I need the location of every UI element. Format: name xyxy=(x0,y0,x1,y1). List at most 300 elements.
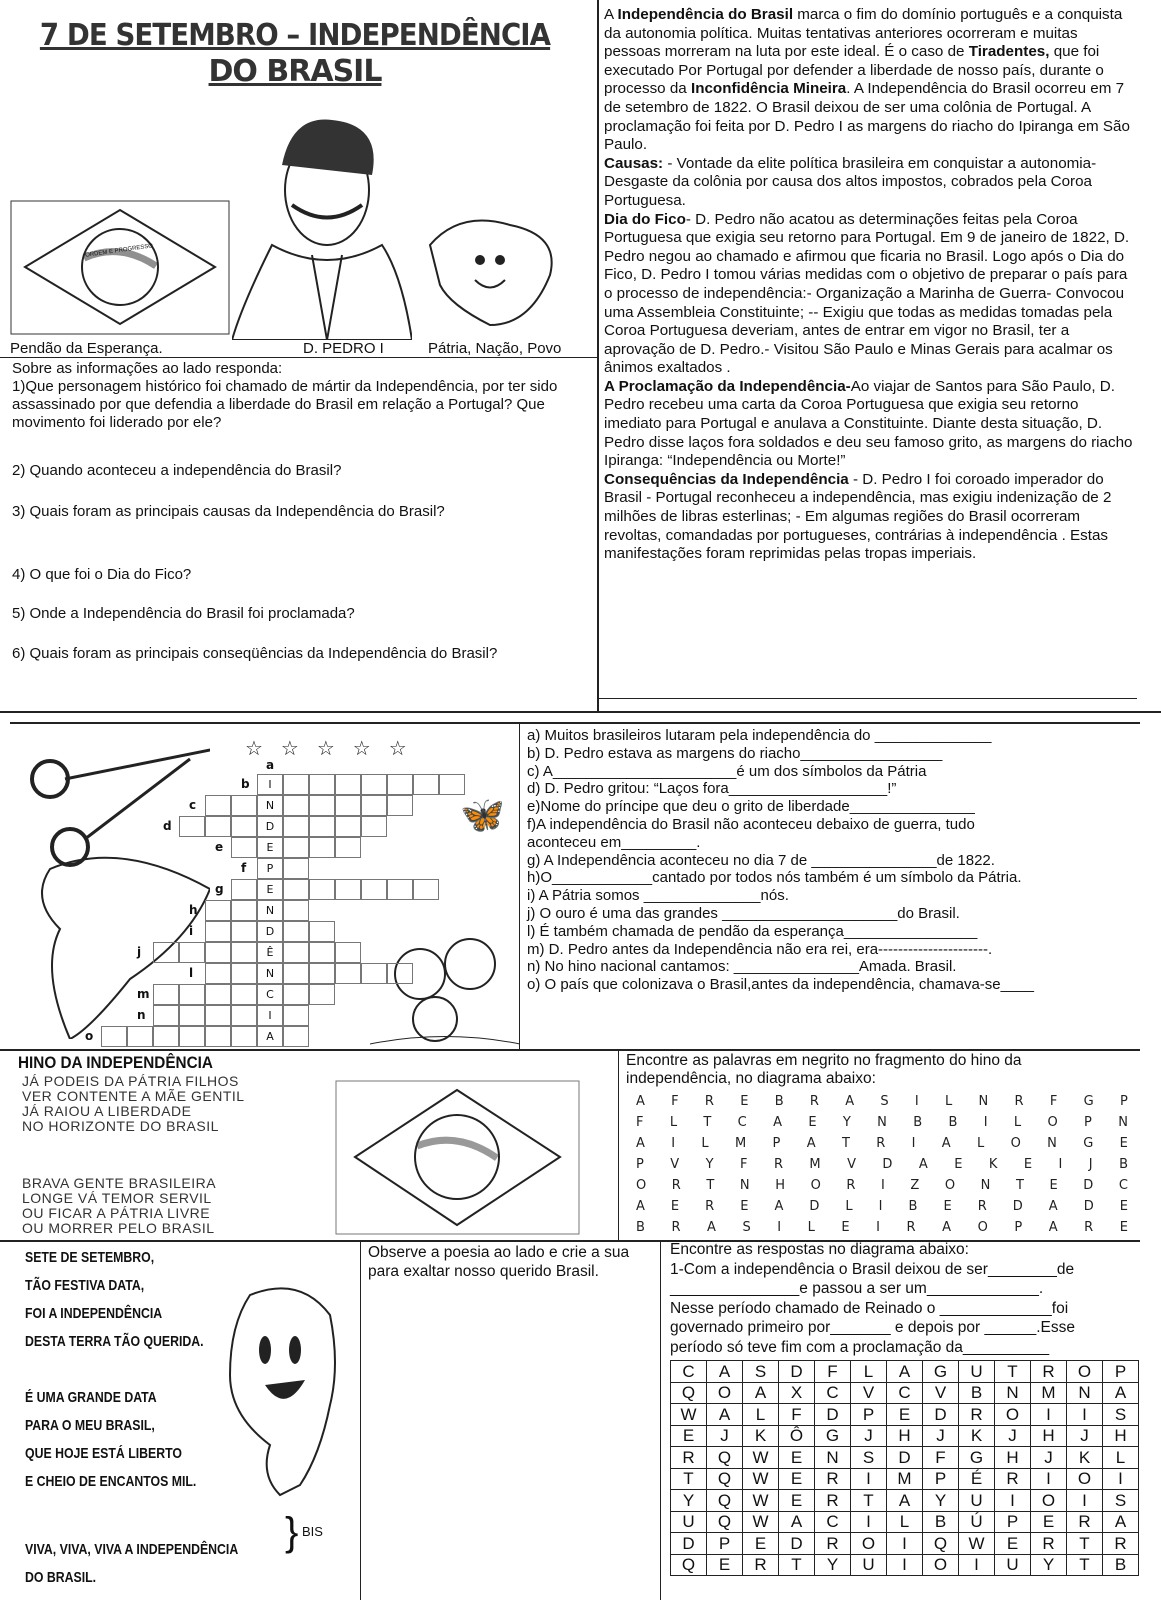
grid-cell[interactable]: A xyxy=(1103,1382,1139,1404)
crossword-cell[interactable] xyxy=(153,1005,179,1026)
grid-cell[interactable]: L xyxy=(1103,1447,1139,1469)
word-search-letter[interactable]: L xyxy=(701,1136,709,1151)
word-search-letter[interactable]: V xyxy=(670,1157,680,1172)
word-search-letter[interactable]: S xyxy=(742,1220,751,1235)
grid-cell[interactable]: G xyxy=(959,1447,995,1469)
crossword-cell[interactable]: A xyxy=(257,1026,283,1047)
word-search-letter[interactable]: H xyxy=(775,1178,785,1193)
crossword-cell[interactable]: N xyxy=(257,963,283,984)
grid-cell[interactable]: A xyxy=(779,1511,815,1533)
word-search-letter[interactable]: I xyxy=(880,1178,885,1193)
word-search-letter[interactable]: E xyxy=(954,1157,963,1172)
word-search-letter[interactable]: R xyxy=(671,1178,681,1193)
grid-cell[interactable]: A xyxy=(707,1361,743,1383)
word-search-letter[interactable]: I xyxy=(914,1094,919,1109)
word-search-letter[interactable]: E xyxy=(1023,1157,1033,1172)
grid-cell[interactable]: Ú xyxy=(959,1511,995,1533)
grid-cell[interactable]: S xyxy=(1103,1490,1139,1512)
word-search-letter[interactable]: L xyxy=(945,1094,953,1109)
word-search-letter[interactable]: A xyxy=(773,1115,782,1130)
grid-cell[interactable]: M xyxy=(887,1468,923,1490)
word-search-letter[interactable]: P xyxy=(1119,1094,1128,1109)
grid-cell[interactable]: S xyxy=(743,1361,779,1383)
crossword-cell[interactable]: P xyxy=(257,858,283,879)
crossword-cell[interactable] xyxy=(361,816,387,837)
grid-cell[interactable]: R xyxy=(743,1554,779,1576)
crossword-cell[interactable] xyxy=(335,795,361,816)
grid-cell[interactable]: T xyxy=(671,1468,707,1490)
crossword-cell[interactable]: N xyxy=(257,795,283,816)
grid-cell[interactable]: R xyxy=(1031,1361,1067,1383)
word-search-letter[interactable]: R xyxy=(906,1220,916,1235)
crossword-cell[interactable] xyxy=(283,1005,309,1026)
crossword-cell[interactable] xyxy=(205,921,231,942)
grid-cell[interactable]: V xyxy=(851,1382,887,1404)
crossword-cell[interactable]: Ê xyxy=(257,942,283,963)
crossword-cell[interactable] xyxy=(283,858,309,879)
word-search-letter[interactable]: E xyxy=(1119,1220,1128,1235)
word-search-letter[interactable]: A xyxy=(918,1157,928,1172)
grid-cell[interactable]: R xyxy=(815,1468,851,1490)
grid-cell[interactable]: H xyxy=(1103,1425,1139,1447)
crossword-cell[interactable] xyxy=(335,837,361,858)
word-search-letter[interactable]: T xyxy=(1015,1178,1024,1193)
crossword-cell[interactable] xyxy=(335,879,361,900)
grid-cell[interactable]: L xyxy=(743,1404,779,1426)
grid-cell[interactable]: N xyxy=(815,1447,851,1469)
word-search-letter[interactable]: Z xyxy=(910,1178,920,1193)
word-search-letter[interactable]: A xyxy=(1048,1199,1058,1214)
grid-cell[interactable]: I xyxy=(1031,1404,1067,1426)
crossword-cell[interactable] xyxy=(283,816,309,837)
crossword-cell[interactable] xyxy=(335,942,361,963)
grid-cell[interactable]: Y xyxy=(671,1490,707,1512)
grid-cell[interactable]: Q xyxy=(923,1533,959,1555)
grid-cell[interactable]: D xyxy=(779,1361,815,1383)
grid-cell[interactable]: C xyxy=(815,1382,851,1404)
grid-cell[interactable]: A xyxy=(887,1490,923,1512)
grid-cell[interactable]: Y xyxy=(815,1554,851,1576)
grid-cell[interactable]: A xyxy=(707,1404,743,1426)
crossword-cell[interactable]: I xyxy=(257,774,283,795)
crossword-cell[interactable] xyxy=(283,942,309,963)
word-search-letter[interactable]: B xyxy=(636,1220,645,1235)
word-search-letter[interactable]: E xyxy=(740,1199,749,1214)
grid-cell[interactable]: G xyxy=(815,1425,851,1447)
crossword-cell[interactable] xyxy=(231,921,257,942)
word-search-letter[interactable]: O xyxy=(977,1220,988,1235)
crossword-cell[interactable] xyxy=(179,942,205,963)
crossword-cell[interactable]: D xyxy=(257,816,283,837)
grid-cell[interactable]: R xyxy=(959,1404,995,1426)
word-search-letter[interactable]: O xyxy=(636,1178,647,1193)
word-search-letter[interactable]: B xyxy=(948,1115,958,1130)
grid-cell[interactable]: O xyxy=(1067,1468,1103,1490)
grid-cell[interactable]: J xyxy=(1031,1447,1067,1469)
grid-cell[interactable]: F xyxy=(779,1404,815,1426)
word-search-letter[interactable]: A xyxy=(941,1136,951,1151)
grid-cell[interactable]: J xyxy=(995,1425,1031,1447)
word-search-letter[interactable]: P xyxy=(1084,1115,1092,1130)
grid-cell[interactable]: B xyxy=(923,1511,959,1533)
grid-cell[interactable]: O xyxy=(995,1404,1031,1426)
grid-cell[interactable]: S xyxy=(1103,1404,1139,1426)
word-search-letter[interactable]: O xyxy=(944,1178,956,1193)
grid-cell[interactable]: W xyxy=(743,1468,779,1490)
grid-cell[interactable]: S xyxy=(851,1447,887,1469)
word-search-letter[interactable]: R xyxy=(876,1136,886,1151)
crossword-cell[interactable] xyxy=(335,963,361,984)
word-search-letter[interactable]: R xyxy=(704,1094,714,1109)
crossword-cell[interactable] xyxy=(205,1005,231,1026)
crossword-cell[interactable] xyxy=(309,879,335,900)
word-search-letter[interactable]: E xyxy=(943,1199,952,1214)
grid-cell[interactable]: I xyxy=(1067,1404,1103,1426)
crossword-cell[interactable] xyxy=(153,984,179,1005)
word-search-letter[interactable]: G xyxy=(1083,1094,1094,1109)
word-search-letter[interactable]: R xyxy=(1014,1094,1024,1109)
grid-cell[interactable]: J xyxy=(923,1425,959,1447)
word-search-letter[interactable]: N xyxy=(978,1094,989,1109)
grid-cell[interactable]: K xyxy=(1067,1447,1103,1469)
word-search-letter[interactable]: P xyxy=(636,1157,644,1172)
grid-cell[interactable]: Q xyxy=(707,1490,743,1512)
word-search-letter[interactable]: O xyxy=(1010,1136,1021,1151)
grid-cell[interactable]: Q xyxy=(671,1382,707,1404)
crossword-cell[interactable] xyxy=(231,816,257,837)
crossword-cell[interactable] xyxy=(231,795,257,816)
grid-cell[interactable]: T xyxy=(779,1554,815,1576)
crossword-cell[interactable] xyxy=(231,1005,257,1026)
crossword-cell[interactable] xyxy=(231,900,257,921)
crossword-cell[interactable] xyxy=(309,795,335,816)
word-search-letter[interactable]: E xyxy=(1049,1178,1058,1193)
crossword-cell[interactable] xyxy=(309,963,335,984)
grid-cell[interactable]: U xyxy=(851,1554,887,1576)
word-search-letter[interactable]: N xyxy=(877,1115,887,1130)
grid-cell[interactable]: E xyxy=(779,1490,815,1512)
grid-cell[interactable]: A xyxy=(1103,1511,1139,1533)
crossword-cell[interactable] xyxy=(387,879,413,900)
word-search-letter[interactable]: P xyxy=(1014,1220,1023,1235)
word-search-letter[interactable]: E xyxy=(740,1094,749,1109)
word-search-letter[interactable]: B xyxy=(1119,1157,1128,1172)
grid-cell[interactable]: F xyxy=(815,1361,851,1383)
grid-cell[interactable]: W xyxy=(743,1447,779,1469)
crossword-cell[interactable] xyxy=(309,984,335,1005)
word-search-letter[interactable]: A xyxy=(636,1094,645,1109)
word-search-letter[interactable]: K xyxy=(988,1157,998,1172)
crossword-cell[interactable] xyxy=(283,984,309,1005)
grid-cell[interactable]: U xyxy=(995,1554,1031,1576)
grid-cell[interactable]: B xyxy=(959,1382,995,1404)
crossword-cell[interactable] xyxy=(387,774,413,795)
word-search-letter[interactable]: S xyxy=(880,1094,889,1109)
grid-cell[interactable]: Q xyxy=(707,1447,743,1469)
grid-cell[interactable]: C xyxy=(887,1382,923,1404)
grid-cell[interactable]: D xyxy=(923,1404,959,1426)
grid-cell[interactable]: E xyxy=(707,1554,743,1576)
grid-cell[interactable]: W xyxy=(743,1490,779,1512)
crossword-cell[interactable]: E xyxy=(257,879,283,900)
grid-cell[interactable]: I xyxy=(1067,1490,1103,1512)
grid-cell[interactable]: Q xyxy=(671,1554,707,1576)
crossword-cell[interactable] xyxy=(361,963,387,984)
crossword-cell[interactable] xyxy=(101,1026,127,1047)
word-search-letter[interactable]: I xyxy=(777,1220,782,1235)
grid-cell[interactable]: J xyxy=(707,1425,743,1447)
grid-cell[interactable]: I xyxy=(959,1554,995,1576)
word-search-letter[interactable]: N xyxy=(739,1178,750,1193)
grid-cell[interactable]: A xyxy=(887,1361,923,1383)
grid-cell[interactable]: T xyxy=(1067,1554,1103,1576)
grid-cell[interactable]: E xyxy=(779,1447,815,1469)
grid-cell[interactable]: T xyxy=(1067,1533,1103,1555)
word-search-letter[interactable]: D xyxy=(882,1157,893,1172)
crossword-cell[interactable] xyxy=(231,1026,257,1047)
grid-cell[interactable]: J xyxy=(1067,1425,1103,1447)
grid-cell[interactable]: F xyxy=(923,1447,959,1469)
crossword-cell[interactable] xyxy=(231,837,257,858)
crossword-cell[interactable] xyxy=(205,963,231,984)
grid-cell[interactable]: P xyxy=(923,1468,959,1490)
word-search-letter[interactable]: R xyxy=(671,1220,681,1235)
word-search-letter[interactable]: L xyxy=(669,1115,678,1130)
word-search-letter[interactable]: R xyxy=(705,1199,715,1214)
grid-cell[interactable]: L xyxy=(851,1361,887,1383)
crossword-cell[interactable] xyxy=(413,774,439,795)
crossword-cell[interactable] xyxy=(231,963,257,984)
word-search-letter[interactable]: C xyxy=(737,1115,747,1130)
grid-cell[interactable]: R xyxy=(815,1533,851,1555)
crossword-cell[interactable] xyxy=(231,942,257,963)
word-search-letter[interactable]: D xyxy=(1083,1199,1094,1214)
word-search-letter[interactable]: D xyxy=(1012,1199,1023,1214)
grid-cell[interactable]: N xyxy=(995,1382,1031,1404)
word-search-letter[interactable]: I xyxy=(876,1220,881,1235)
grid-cell[interactable]: H xyxy=(995,1447,1031,1469)
grid-cell[interactable]: O xyxy=(851,1533,887,1555)
grid-cell[interactable]: K xyxy=(743,1425,779,1447)
word-search-letter[interactable]: T xyxy=(706,1178,715,1193)
word-search-letter[interactable]: R xyxy=(1084,1220,1094,1235)
grid-cell[interactable]: T xyxy=(851,1490,887,1512)
word-search-letter[interactable]: O xyxy=(1047,1115,1058,1130)
grid-cell[interactable]: A xyxy=(743,1382,779,1404)
crossword-cell[interactable]: I xyxy=(257,1005,283,1026)
grid-cell[interactable]: P xyxy=(851,1404,887,1426)
crossword-cell[interactable] xyxy=(153,942,179,963)
grid-cell[interactable]: R xyxy=(815,1490,851,1512)
word-search-letter[interactable]: I xyxy=(911,1136,916,1151)
grid-cell[interactable]: D xyxy=(815,1404,851,1426)
grid-cell[interactable]: É xyxy=(959,1468,995,1490)
crossword-cell[interactable] xyxy=(205,900,231,921)
grid-cell[interactable]: Q xyxy=(707,1468,743,1490)
crossword-cell[interactable] xyxy=(179,1005,205,1026)
crossword-cell[interactable] xyxy=(283,879,309,900)
grid-cell[interactable]: O xyxy=(1031,1490,1067,1512)
crossword-cell[interactable] xyxy=(283,795,309,816)
crossword-cell[interactable] xyxy=(205,816,231,837)
crossword-cell[interactable] xyxy=(283,921,309,942)
word-search-letter[interactable]: T xyxy=(703,1115,712,1130)
grid-cell[interactable]: L xyxy=(887,1511,923,1533)
word-search-letter[interactable]: A xyxy=(942,1220,952,1235)
crossword-cell[interactable] xyxy=(361,879,387,900)
crossword-cell[interactable] xyxy=(309,921,335,942)
crossword-cell[interactable] xyxy=(283,837,309,858)
crossword-cell[interactable] xyxy=(231,879,257,900)
crossword-cell[interactable] xyxy=(179,816,205,837)
grid-cell[interactable]: O xyxy=(1067,1361,1103,1383)
grid-cell[interactable]: H xyxy=(887,1425,923,1447)
grid-cell[interactable]: E xyxy=(995,1533,1031,1555)
word-search-letter[interactable]: F xyxy=(636,1115,644,1130)
grid-cell[interactable]: C xyxy=(815,1511,851,1533)
word-search-letter[interactable]: F xyxy=(1049,1094,1058,1109)
grid-cell[interactable]: U xyxy=(959,1490,995,1512)
grid-cell[interactable]: E xyxy=(671,1425,707,1447)
grid-cell[interactable]: R xyxy=(1031,1533,1067,1555)
word-search-letter[interactable]: M xyxy=(809,1157,821,1172)
grid-cell[interactable]: V xyxy=(923,1382,959,1404)
crossword-cell[interactable] xyxy=(413,879,439,900)
grid-cell[interactable]: K xyxy=(959,1425,995,1447)
word-search-letter[interactable]: R xyxy=(773,1157,783,1172)
crossword-cell[interactable] xyxy=(205,942,231,963)
word-search-letter[interactable]: L xyxy=(977,1136,985,1151)
word-search-letter[interactable]: V xyxy=(847,1157,856,1172)
word-search-letter[interactable]: A xyxy=(806,1136,816,1151)
crossword-cell[interactable] xyxy=(179,984,205,1005)
grid-cell[interactable]: P xyxy=(707,1533,743,1555)
grid-cell[interactable]: I xyxy=(1031,1468,1067,1490)
grid-cell[interactable]: Ô xyxy=(779,1425,815,1447)
crossword-cell[interactable] xyxy=(361,795,387,816)
grid-cell[interactable]: W xyxy=(959,1533,995,1555)
word-search-letter[interactable]: E xyxy=(1119,1199,1128,1214)
word-search-letter[interactable]: R xyxy=(809,1094,819,1109)
word-search-letter[interactable]: F xyxy=(671,1094,679,1109)
grid-cell[interactable]: G xyxy=(923,1361,959,1383)
crossword-cell[interactable] xyxy=(309,942,335,963)
grid-cell[interactable]: I xyxy=(1103,1468,1139,1490)
grid-cell[interactable]: I xyxy=(851,1468,887,1490)
crossword-cell[interactable] xyxy=(439,774,465,795)
word-search-letter[interactable]: F xyxy=(740,1157,748,1172)
word-search-letter[interactable]: I xyxy=(671,1136,676,1151)
word-search-letter[interactable]: A xyxy=(636,1136,645,1151)
grid-cell[interactable]: E xyxy=(887,1404,923,1426)
crossword-cell[interactable]: D xyxy=(257,921,283,942)
crossword-cell[interactable] xyxy=(387,963,413,984)
word-search-letter[interactable]: L xyxy=(807,1220,815,1235)
grid-cell[interactable]: I xyxy=(995,1490,1031,1512)
crossword-cell[interactable] xyxy=(283,774,309,795)
word-search-letter[interactable]: R xyxy=(977,1199,987,1214)
word-search-letter[interactable]: D xyxy=(809,1199,820,1214)
grid-cell[interactable]: Y xyxy=(923,1490,959,1512)
grid-cell[interactable]: U xyxy=(959,1361,995,1383)
grid-cell[interactable]: W xyxy=(671,1404,707,1426)
grid-cell[interactable]: I xyxy=(851,1511,887,1533)
word-search-letter[interactable]: A xyxy=(845,1094,855,1109)
word-search-letter[interactable]: N xyxy=(1118,1115,1128,1130)
word-search-letter[interactable]: G xyxy=(1083,1136,1094,1151)
word-search-letter[interactable]: R xyxy=(846,1178,856,1193)
grid-cell[interactable]: T xyxy=(995,1361,1031,1383)
word-search-letter[interactable]: A xyxy=(1048,1220,1058,1235)
word-search-letter[interactable]: P xyxy=(772,1136,781,1151)
crossword-cell[interactable] xyxy=(127,1026,153,1047)
crossword-cell[interactable] xyxy=(309,816,335,837)
crossword-cell[interactable] xyxy=(283,900,309,921)
word-search-letter[interactable]: A xyxy=(636,1199,645,1214)
grid-cell[interactable]: P xyxy=(995,1511,1031,1533)
grid-cell[interactable]: E xyxy=(743,1533,779,1555)
word-search-letter[interactable]: N xyxy=(1047,1136,1057,1151)
crossword-cell[interactable] xyxy=(205,984,231,1005)
word-search-letter[interactable]: D xyxy=(1083,1178,1094,1193)
crossword-cell[interactable] xyxy=(335,816,361,837)
word-search-letter[interactable]: A xyxy=(707,1220,716,1235)
crossword-cell[interactable] xyxy=(335,774,361,795)
crossword-cell[interactable]: C xyxy=(257,984,283,1005)
word-search-letter[interactable]: C xyxy=(1118,1178,1128,1193)
crossword-cell[interactable] xyxy=(205,1026,231,1047)
grid-cell[interactable]: W xyxy=(743,1511,779,1533)
grid-cell[interactable]: N xyxy=(1067,1382,1103,1404)
word-search-letter[interactable]: J xyxy=(1088,1157,1093,1172)
grid-cell[interactable]: R xyxy=(1067,1511,1103,1533)
grid-cell[interactable]: R xyxy=(671,1447,707,1469)
word-search-letter[interactable]: T xyxy=(841,1136,850,1151)
grid-cell[interactable]: E xyxy=(1031,1511,1067,1533)
grid-cell[interactable]: B xyxy=(1103,1554,1139,1576)
grid-cell[interactable]: M xyxy=(1031,1382,1067,1404)
word-search-letter[interactable]: L xyxy=(845,1199,853,1214)
word-search-letter[interactable]: N xyxy=(980,1178,991,1193)
grid-cell[interactable]: U xyxy=(671,1511,707,1533)
grid-cell[interactable]: J xyxy=(851,1425,887,1447)
word-search-letter[interactable]: B xyxy=(774,1094,784,1109)
word-search-letter[interactable]: B xyxy=(913,1115,923,1130)
grid-cell[interactable]: R xyxy=(995,1468,1031,1490)
grid-cell[interactable]: P xyxy=(1103,1361,1139,1383)
grid-cell[interactable]: R xyxy=(1103,1533,1139,1555)
crossword-cell[interactable] xyxy=(283,1026,309,1047)
word-search-letter[interactable]: E xyxy=(670,1199,680,1214)
word-search-letter[interactable]: O xyxy=(810,1178,821,1193)
crossword-cell[interactable]: E xyxy=(257,837,283,858)
word-search-letter[interactable]: E xyxy=(1119,1136,1128,1151)
grid-cell[interactable]: O xyxy=(707,1382,743,1404)
crossword-cell[interactable]: N xyxy=(257,900,283,921)
grid-cell[interactable]: D xyxy=(887,1447,923,1469)
word-search-letter[interactable]: I xyxy=(983,1115,988,1130)
grid-cell[interactable]: D xyxy=(671,1533,707,1555)
word-search-letter[interactable]: A xyxy=(774,1199,784,1214)
crossword-cell[interactable] xyxy=(387,795,413,816)
word-search-letter[interactable]: M xyxy=(734,1136,747,1151)
word-search-letter[interactable]: E xyxy=(808,1115,817,1130)
grid-cell[interactable]: C xyxy=(671,1361,707,1383)
grid-cell[interactable]: Y xyxy=(1031,1554,1067,1576)
crossword-cell[interactable] xyxy=(283,963,309,984)
crossword-cell[interactable] xyxy=(309,837,335,858)
grid-cell[interactable]: I xyxy=(887,1554,923,1576)
